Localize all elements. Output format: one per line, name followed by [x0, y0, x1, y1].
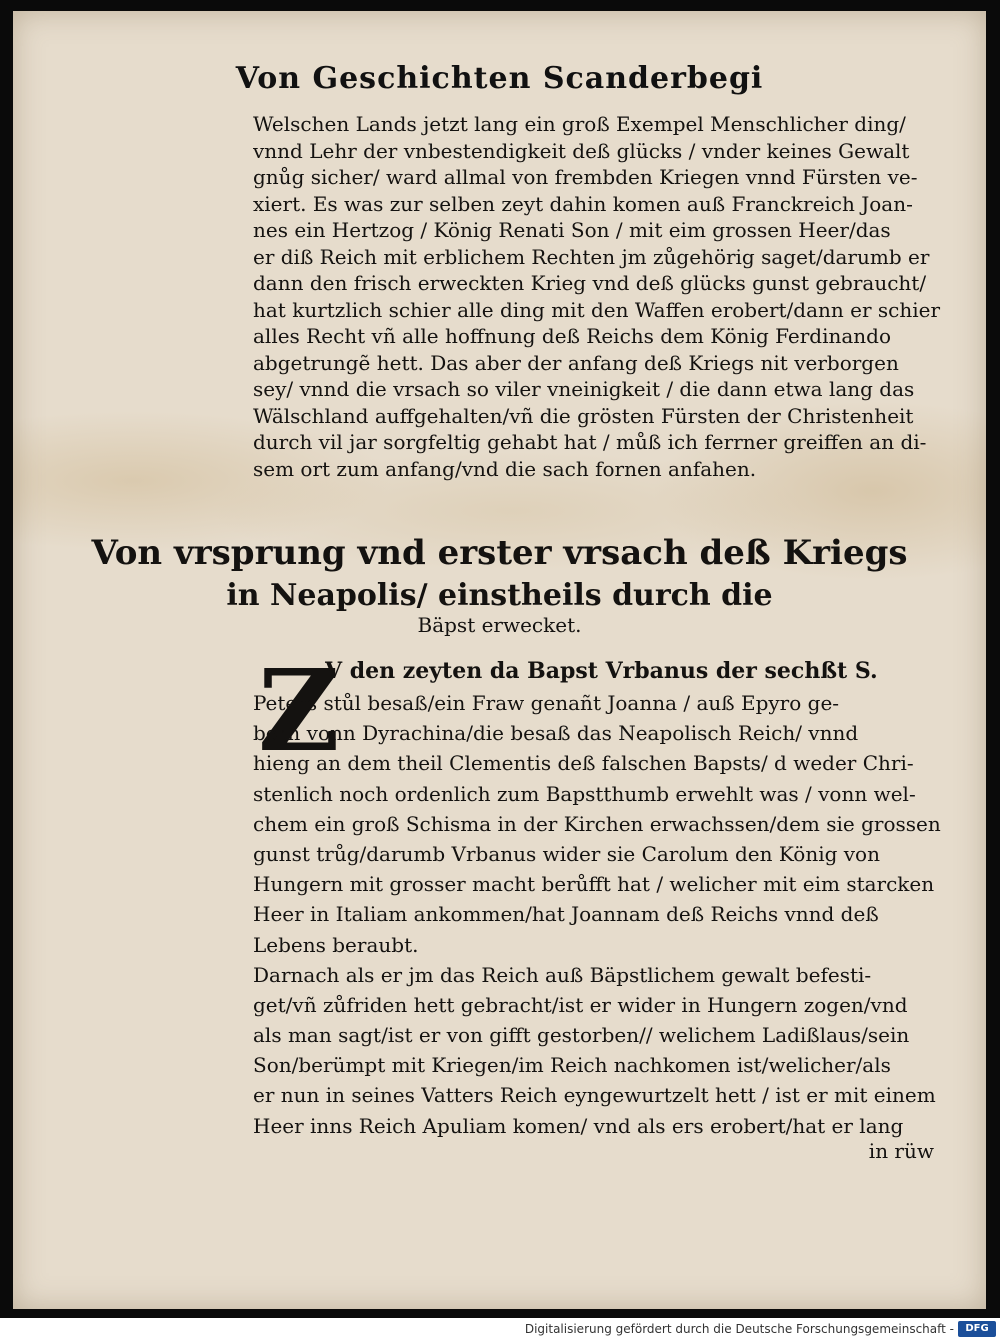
text-line: Son/berümpt mit Kriegen/im Reich nachkomen ist/welicher/als [253, 1053, 891, 1078]
text-line: sem ort zum anfang/vnd die sach fornen anfahen. [253, 456, 757, 481]
paragraph-1 [253, 111, 953, 482]
text-line: chem ein groß Schisma in der Kirchen erwachssen/dem sie grossen [253, 811, 941, 836]
text-line: als man sagt/ist er von gifft gestorben// welichem Ladißlaus/sein [253, 1023, 910, 1048]
text-line: abgetrungẽ hett. Das aber der anfang deß Kriegs nit verborgen [253, 350, 899, 375]
catchword: in rüw [868, 1139, 934, 1163]
section-heading-line-3: Bäpst erwecket. [417, 613, 582, 637]
text-line: alles Recht vñ alle hoffnung deß Reichs dem König Ferdinando [253, 324, 892, 348]
text-line: stenlich noch ordenlich zum Bapstthumb erwehlt was / vonn wel- [253, 781, 916, 806]
text-line: Hungern mit grosser macht berůfft hat / welicher mit eim starcken [253, 872, 935, 897]
text-line: V den zeyten da Bapst Vrbanus der sechßt S. [325, 658, 878, 684]
text-line: Heer in Italiam ankommen/hat Joannam deß Reichs vnnd deß [253, 902, 879, 927]
text-line: hat kurtzlich schier alle ding mit den Waffen erobert/dann er schier [253, 297, 941, 322]
text-line: sey/ vnnd die vrsach so viler vneinigkeit / die dann etwa lang das [253, 377, 915, 401]
text-line: er diß Reich mit erblichem Rechten jm zůgehörig saget/darumb er [253, 244, 930, 269]
text-line: hieng an dem theil Clementis deß falschen Bapsts/ d weder Chri- [253, 751, 914, 776]
section-heading-line-2: in Neapolis/ einstheils durch die [226, 578, 773, 613]
text-line: durch vil jar sorgfeltig gehabt hat / můß ich ferrner greiffen an di- [253, 430, 927, 454]
text-line: gunst trůg/darumb Vrbanus wider sie Carolum den König von [253, 841, 880, 866]
footer-bar [0, 1318, 1000, 1341]
text-line: dann den frisch erweckten Krieg vnd deß glücks gunst gebraucht/ [253, 271, 927, 295]
text-line: nes ein Hertzog / König Renati Son / mit eim grossen Heer/das [253, 218, 891, 242]
dfg-logo: DFG [958, 1321, 996, 1337]
paragraph-2 [253, 688, 953, 1141]
text-line: get/vñ zůfriden hett gebracht/ist er wider in Hungern zogen/vnd [253, 992, 908, 1017]
text-line: xiert. Es was zur selben zeyt dahin komen auß Franckreich Joan- [253, 191, 913, 216]
text-line: Wälschland auffgehalten/vñ die grösten Fürsten der Christenheit [253, 403, 914, 428]
text-line: gnůg sicher/ ward allmal von frembden Kriegen vnnd Fürsten ve- [253, 165, 918, 189]
text-line: Peters stůl besaß/ein Fraw genañt Joanna / auß Epyro ge- [253, 691, 840, 715]
book-page [13, 11, 986, 1309]
text-line: Heer inns Reich Apuliam komen/ vnd als ers erobert/hat er lang [253, 1113, 904, 1138]
drop-initial: Z [258, 646, 340, 777]
footer-credit: Digitalisierung gefördert durch die Deutsche Forschungsgemeinschaft - [524, 1322, 954, 1336]
text-line: Lebens beraubt. [253, 932, 419, 957]
text-line: Darnach als er jm das Reich auß Bäpstlichem gewalt befesti- [253, 962, 872, 987]
section-heading-line-1: Von vrsprung vnd erster vrsach deß Kriegs [91, 533, 908, 573]
text-line: er nun in seines Vatters Reich eyngewurtzelt hett / ist er mit einem [253, 1083, 936, 1108]
text-line: Welschen Lands jetzt lang ein groß Exempel Menschlicher ding/ [253, 112, 906, 136]
text-line: born vonn Dyrachina/die besaß das Neapolisch Reich/ vnnd [253, 721, 859, 746]
running-head: Von Geschichten Scanderbegi [235, 61, 764, 96]
paragraph-2-first-line [325, 656, 953, 687]
text-line: vnnd Lehr der vnbestendigkeit deß glücks / vnder keines Gewalt [253, 138, 910, 163]
